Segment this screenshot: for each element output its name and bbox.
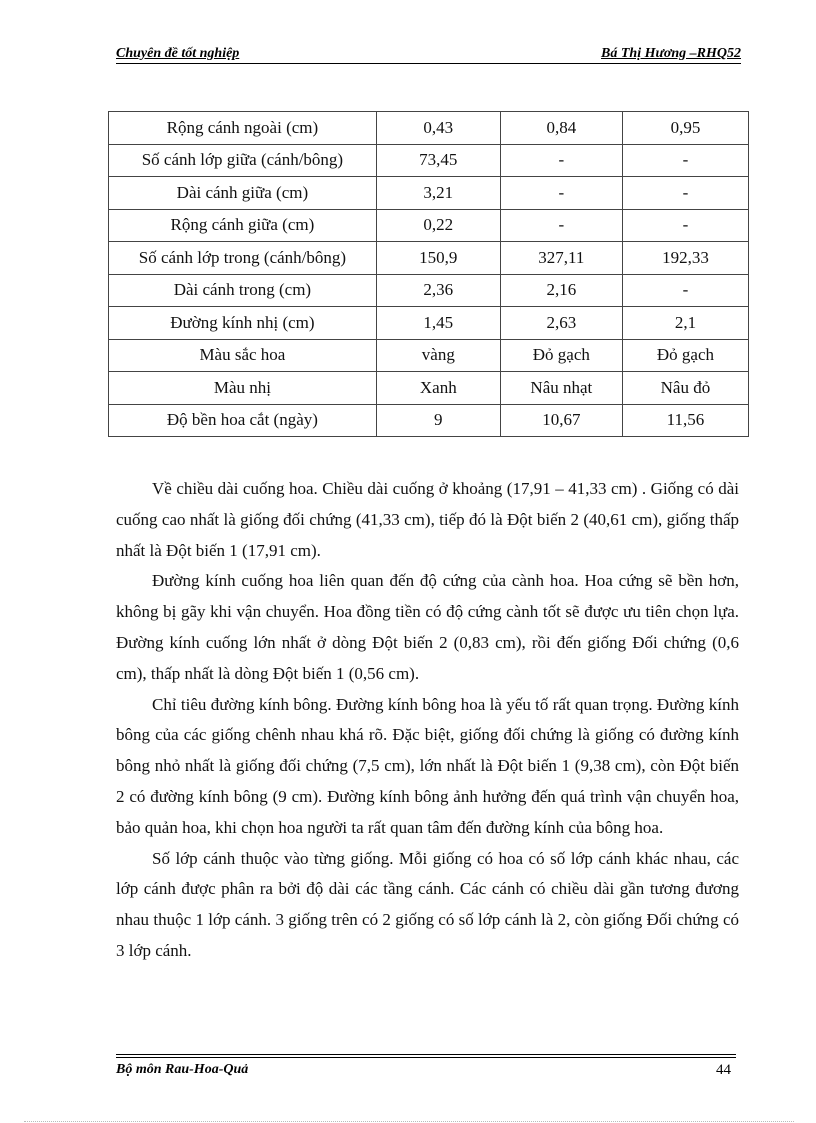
table-cell: -	[500, 144, 622, 177]
table-cell: Rộng cánh giữa (cm)	[109, 209, 377, 242]
paragraph: Đường kính cuống hoa liên quan đến độ cứng của cành hoa. Hoa cứng sẽ bền hơn, không bị gãy khi vận chuyển. Hoa đồng tiền có độ cứng cành tốt sẽ được ưu tiên chọn lựa. Đường kính cuống lớn nhất ở dòng Đột biến 2 (0,83 cm), rồi đến giống Đối chứng (0,6 cm), thấp nhất là dòng Đột biến 1 (0,56 cm).	[116, 571, 739, 683]
table-cell: 11,56	[622, 404, 748, 437]
table-cell: 2,1	[622, 307, 748, 340]
table-cell: Màu nhị	[109, 372, 377, 405]
header-left-title: Chuyên đề tốt nghiệp	[116, 46, 240, 61]
footer-rule	[116, 1057, 736, 1058]
table-cell: 0,22	[376, 209, 500, 242]
table-cell: 0,43	[376, 112, 500, 145]
footer-department: Bộ môn Rau-Hoa-Quả	[116, 1062, 249, 1077]
table-row	[109, 144, 749, 177]
table-cell: 327,11	[500, 242, 622, 275]
table-cell: vàng	[376, 339, 500, 372]
table-cell: Rộng cánh ngoài (cm)	[109, 112, 377, 145]
flower-traits-table	[108, 111, 749, 437]
table-cell: Độ bền hoa cắt (ngày)	[109, 404, 377, 437]
page-number: 44	[716, 1062, 731, 1078]
table-cell: Màu sắc hoa	[109, 339, 377, 372]
table-cell: Số cánh lớp trong (cánh/bông)	[109, 242, 377, 275]
table-row	[109, 307, 749, 340]
table-cell: Xanh	[376, 372, 500, 405]
paragraph: Chỉ tiêu đường kính bông. Đường kính bông hoa là yếu tố rất quan trọng. Đường kính bông của các giống chênh nhau khá rõ. Đặc biệt, giống đối chứng là giống có đường kính bông nhỏ nhất là giống đối chứng (7,5 cm), lớn nhất là Đột biến 1 (9,38 cm), còn Đột biến 2 có đường kính bông (9 cm). Đường kính bông ảnh hưởng đến quá trình vận chuyển hoa, bảo quản hoa, khi chọn hoa người ta rất quan tâm đến đường kính của bông hoa.	[116, 694, 739, 837]
table-cell: 9	[376, 404, 500, 437]
table-cell: -	[622, 144, 748, 177]
table-row	[109, 372, 749, 405]
header-right-author: Bá Thị Hương –RHQ52	[601, 46, 741, 61]
table-cell: 1,45	[376, 307, 500, 340]
table-row	[109, 112, 749, 145]
table-cell: Đỏ gạch	[622, 339, 748, 372]
table-cell: 0,95	[622, 112, 748, 145]
paragraph: Về chiều dài cuống hoa. Chiều dài cuống ở khoảng (17,91 – 41,33 cm) . Giống có dài cuống cao nhất là giống đối chứng (41,33 cm), tiếp đó là Đột biến 2 (40,61 cm), giống thấp nhất là Đột biến 1 (17,91 cm).	[116, 479, 739, 560]
table-cell: -	[500, 209, 622, 242]
table-cell: 10,67	[500, 404, 622, 437]
table-cell: -	[622, 274, 748, 307]
body-text	[116, 474, 739, 967]
table-cell: Số cánh lớp giữa (cánh/bông)	[109, 144, 377, 177]
table-cell: Đỏ gạch	[500, 339, 622, 372]
table-cell: -	[622, 177, 748, 210]
table-cell: -	[622, 209, 748, 242]
table-cell: -	[500, 177, 622, 210]
table-cell: 3,21	[376, 177, 500, 210]
table-row	[109, 177, 749, 210]
table-cell: 2,36	[376, 274, 500, 307]
table-row	[109, 242, 749, 275]
table-cell: Dài cánh trong (cm)	[109, 274, 377, 307]
table-cell: 73,45	[376, 144, 500, 177]
table-cell: Nâu đỏ	[622, 372, 748, 405]
table-cell: 192,33	[622, 242, 748, 275]
table-cell: 2,16	[500, 274, 622, 307]
table-row	[109, 274, 749, 307]
header-rule	[116, 63, 741, 64]
table-cell: 2,63	[500, 307, 622, 340]
table-cell: Đường kính nhị (cm)	[109, 307, 377, 340]
footer-rule	[116, 1054, 736, 1055]
table-cell: 0,84	[500, 112, 622, 145]
table-row	[109, 339, 749, 372]
table-cell: Dài cánh giữa (cm)	[109, 177, 377, 210]
table-row	[109, 404, 749, 437]
table-cell: Nâu nhạt	[500, 372, 622, 405]
table-cell: 150,9	[376, 242, 500, 275]
page-bottom-dotted-edge	[24, 1121, 794, 1122]
paragraph: Số lớp cánh thuộc vào từng giống. Mỗi giống có hoa có số lớp cánh khác nhau, các lớp cánh được phân ra bởi độ dài các tầng cánh. Các cánh có chiều dài gần tương đương nhau thuộc 1 lớp cánh. 3 giống trên có 2 giống có số lớp cánh là 2, còn giống Đối chứng có 3 lớp cánh.	[116, 848, 739, 960]
table-row	[109, 209, 749, 242]
